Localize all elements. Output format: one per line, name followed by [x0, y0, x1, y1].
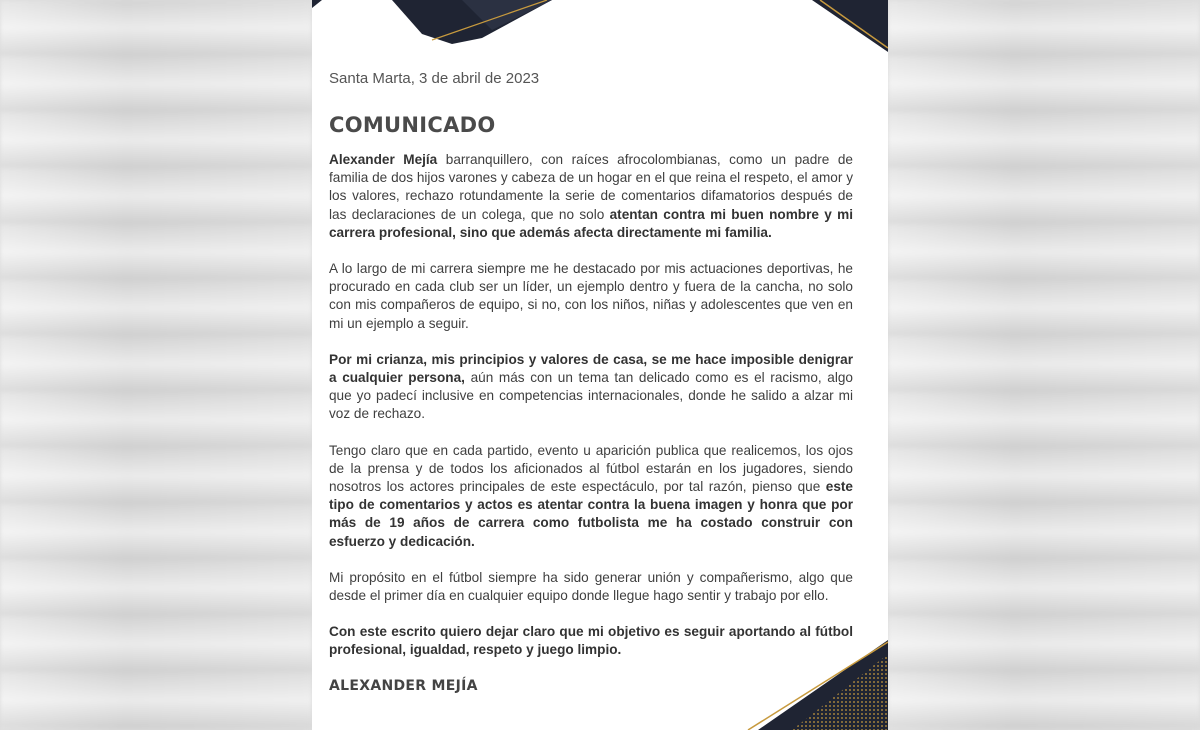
paragraph	[329, 351, 853, 424]
signature: ALEXANDER MEJÍA	[329, 677, 478, 694]
paragraph	[329, 260, 853, 333]
top-decorative-banner	[312, 0, 888, 60]
text-run: Mi propósito en el fútbol siempre ha sido generar unión y compañerismo, algo que desde el primer día en cualquier equipo donde llegue hago sentir y trabajo por ello.	[329, 569, 853, 604]
paragraph	[329, 442, 853, 551]
text-run: aún más con un tema tan delicado como es el racismo, algo que yo padecí inclusive en competencias internacionales, donde he salido a alzar mi voz de rechazo.	[329, 370, 853, 422]
bold-text-run: Con este escrito quiero dejar claro que mi objetivo es seguir aportando al fútbol profesional, igualdad, respeto y juego limpio.	[329, 624, 853, 658]
letter-page	[312, 0, 888, 730]
letter-title: COMUNICADO	[329, 113, 496, 137]
bottom-decorative-corner	[688, 640, 888, 730]
paragraph	[329, 569, 853, 605]
bold-text-run: atentan contra mi buen nombre y mi carrera profesional, sino que además afecta directamente mi familia.	[329, 206, 853, 240]
bold-text-run: Por mi crianza, mis principios y valores de casa, se me hace imposible denigrar a cualquier persona,	[329, 351, 853, 386]
paragraph	[329, 151, 853, 242]
letter-body	[329, 151, 853, 660]
text-run: Tengo claro que en cada partido, evento u aparición publica que realicemos, los ojos de la prensa y de todos los aficionados al fútbol estarán en los jugadores, siendo nosotros los actores principales de este espectáculo, por tal razón, pienso que	[329, 442, 853, 495]
letter-content	[329, 70, 853, 694]
bold-text-run: Alexander Mejía	[329, 152, 438, 167]
bold-text-run: este tipo de comentarios y actos es atentar contra la buena imagen y honra que por más de 19 años de carrera como futbolista me ha costado construir con esfuerzo y dedicación.	[329, 479, 853, 549]
text-run: barranquillero, con raíces afrocolombianas, como un padre de familia de dos hijos varones y cabeza de un hogar en el que reina el respeto, el amor y los valores, rechazo rotundamente la serie de comentarios difamatorios después de las declaraciones de un colega, que no solo	[329, 152, 853, 222]
blurred-background-right	[888, 0, 1200, 730]
text-run: A lo largo de mi carrera siempre me he destacado por mis actuaciones deportivas, he procurado en cada club ser un líder, un ejemplo dentro y fuera de la cancha, no solo con mis compañeros de equipo, si no, con los niños, niñas y adolescentes que ven en mi un ejemplo a seguir.	[329, 261, 853, 331]
letter-date: Santa Marta, 3 de abril de 2023	[329, 70, 540, 87]
blurred-background-left	[0, 0, 312, 730]
